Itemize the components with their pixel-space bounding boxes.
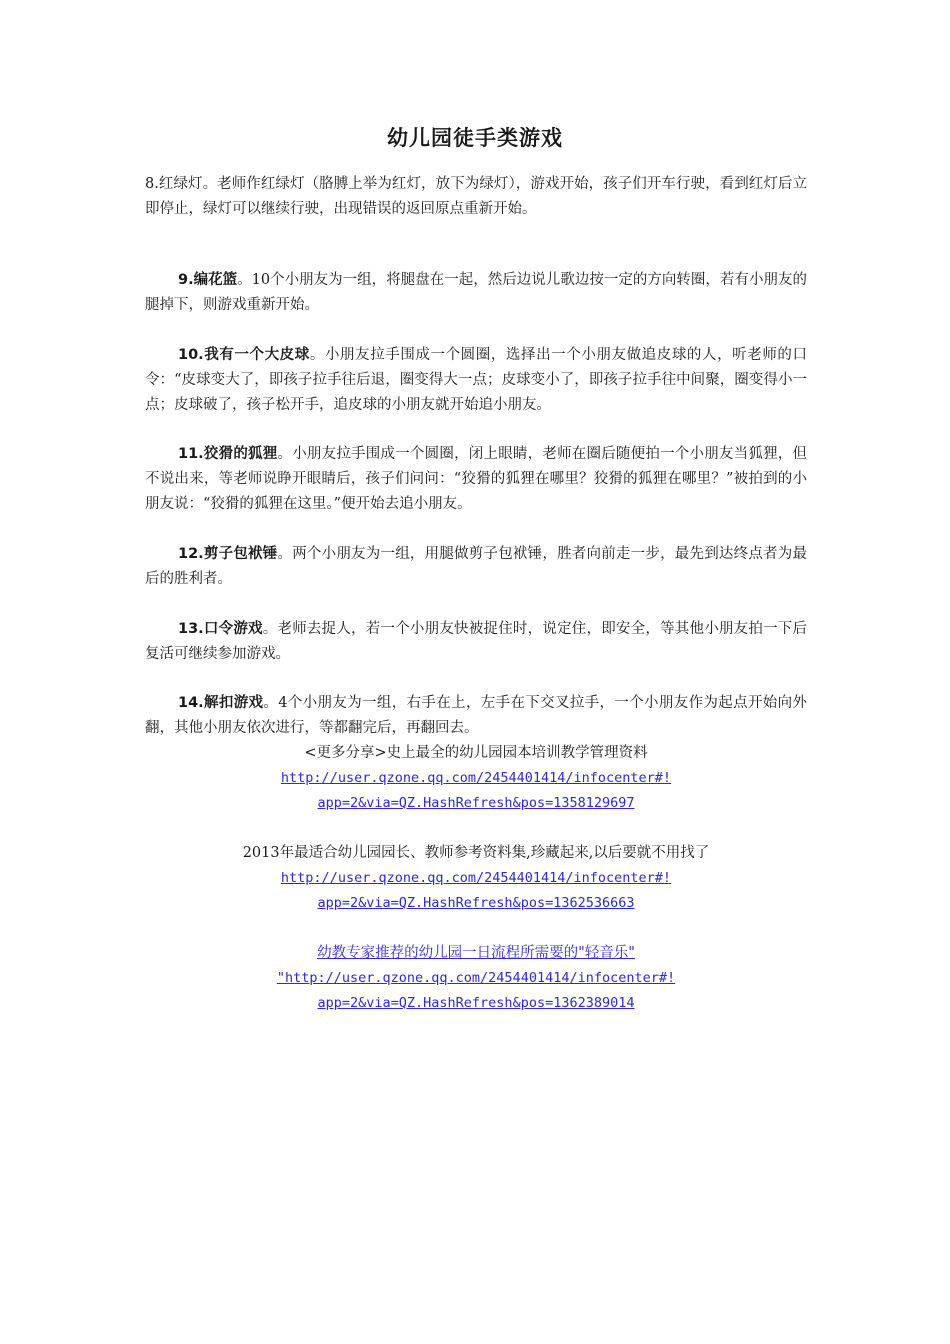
game-paragraph-14 [145, 691, 807, 741]
share-block-3 [145, 941, 807, 1016]
game-label: 13.口令游戏 [178, 621, 263, 637]
share-link-line-2[interactable]: app=2&via=QZ.HashRefresh&pos=1358129697 [317, 795, 635, 811]
game-label: 12.剪子包袱锤 [178, 546, 278, 562]
game-text: 。老师去捉人，若一个小朋友快被捉住时，说定住，即安全，等其他小朋友拍一下后复活可继续参加游戏。 [145, 621, 808, 662]
game-text: 。小朋友拉手围成一个圆圈，选择出一个小朋友做追皮球的人，听老师的口令：“皮球变大了，即孩子拉手往后退，圈变得大一点；皮球变小了，即孩子拉手往中间聚，圈变得小一点；皮球破了，孩子松开手，追皮球的小朋友就开始追小朋友。 [145, 347, 808, 413]
share-link-line-1[interactable]: http://user.qzone.qq.com/2454401414/infocenter#! [280, 870, 672, 886]
game-label: 14.解扣游戏 [178, 695, 264, 711]
game-text: 。4个小朋友为一组，右手在上，左手在下交叉拉手，一个小朋友作为起点开始向外翻，其他小朋友依次进行，等都翻完后，再翻回去。 [145, 695, 807, 736]
game-paragraph-11 [145, 442, 807, 517]
share-link-caption[interactable]: 幼教专家推荐的幼儿园一日流程所需要的"轻音乐" [317, 945, 635, 961]
game-text: 8.红绿灯。老师作红绿灯（胳膊上举为红灯，放下为绿灯），游戏开始，孩子们开车行驶，看到红灯后立即停止，绿灯可以继续行驶，出现错误的返回原点重新开始。 [145, 176, 807, 217]
game-paragraph-9 [145, 268, 807, 318]
game-label: 11.狡猾的狐狸 [178, 446, 278, 462]
game-paragraph-13 [145, 617, 807, 667]
game-label: 10.我有一个大皮球 [178, 347, 310, 363]
game-text: 。10个小朋友为一组，将腿盘在一起，然后边说儿歌边按一定的方向转圈，若有小朋友的腿掉下，则游戏重新开始。 [145, 272, 807, 313]
share-link-line-2[interactable]: app=2&via=QZ.HashRefresh&pos=1362389014 [317, 995, 635, 1011]
page-title: 幼儿园徒手类游戏 [387, 126, 563, 150]
share-link-line-1[interactable]: http://user.qzone.qq.com/2454401414/infocenter#! [280, 770, 672, 786]
game-label: 9.编花篮 [178, 272, 238, 288]
game-text: 。小朋友拉手围成一个圆圈，闭上眼睛，老师在圈后随便拍一个小朋友当狐狸，但不说出来，等老师说睁开眼睛后，孩子们问问：“狡猾的狐狸在哪里？狡猾的狐狸在哪里？”被拍到的小朋友说：“狡猾的狐狸在这里。”便开始去追小朋友。 [145, 446, 808, 512]
share-block-2 [145, 841, 807, 916]
share-block-1 [145, 741, 807, 816]
share-caption: <更多分享>史上最全的幼儿园园本培训教学管理资料 [304, 745, 648, 761]
share-link-line-1[interactable]: "http://user.qzone.qq.com/2454401414/infocenter#! [276, 970, 676, 986]
share-link-line-2[interactable]: app=2&via=QZ.HashRefresh&pos=1362536663 [317, 895, 635, 911]
game-paragraph-8 [145, 172, 807, 222]
game-text: 。两个小朋友为一组，用腿做剪子包袱锤，胜者向前走一步，最先到达终点者为最后的胜利者。 [145, 546, 808, 587]
game-paragraph-10 [145, 343, 807, 418]
share-caption: 2013年最适合幼儿园园长、教师参考资料集,珍藏起来,以后要就不用找了 [242, 845, 710, 861]
game-paragraph-12 [145, 542, 807, 592]
